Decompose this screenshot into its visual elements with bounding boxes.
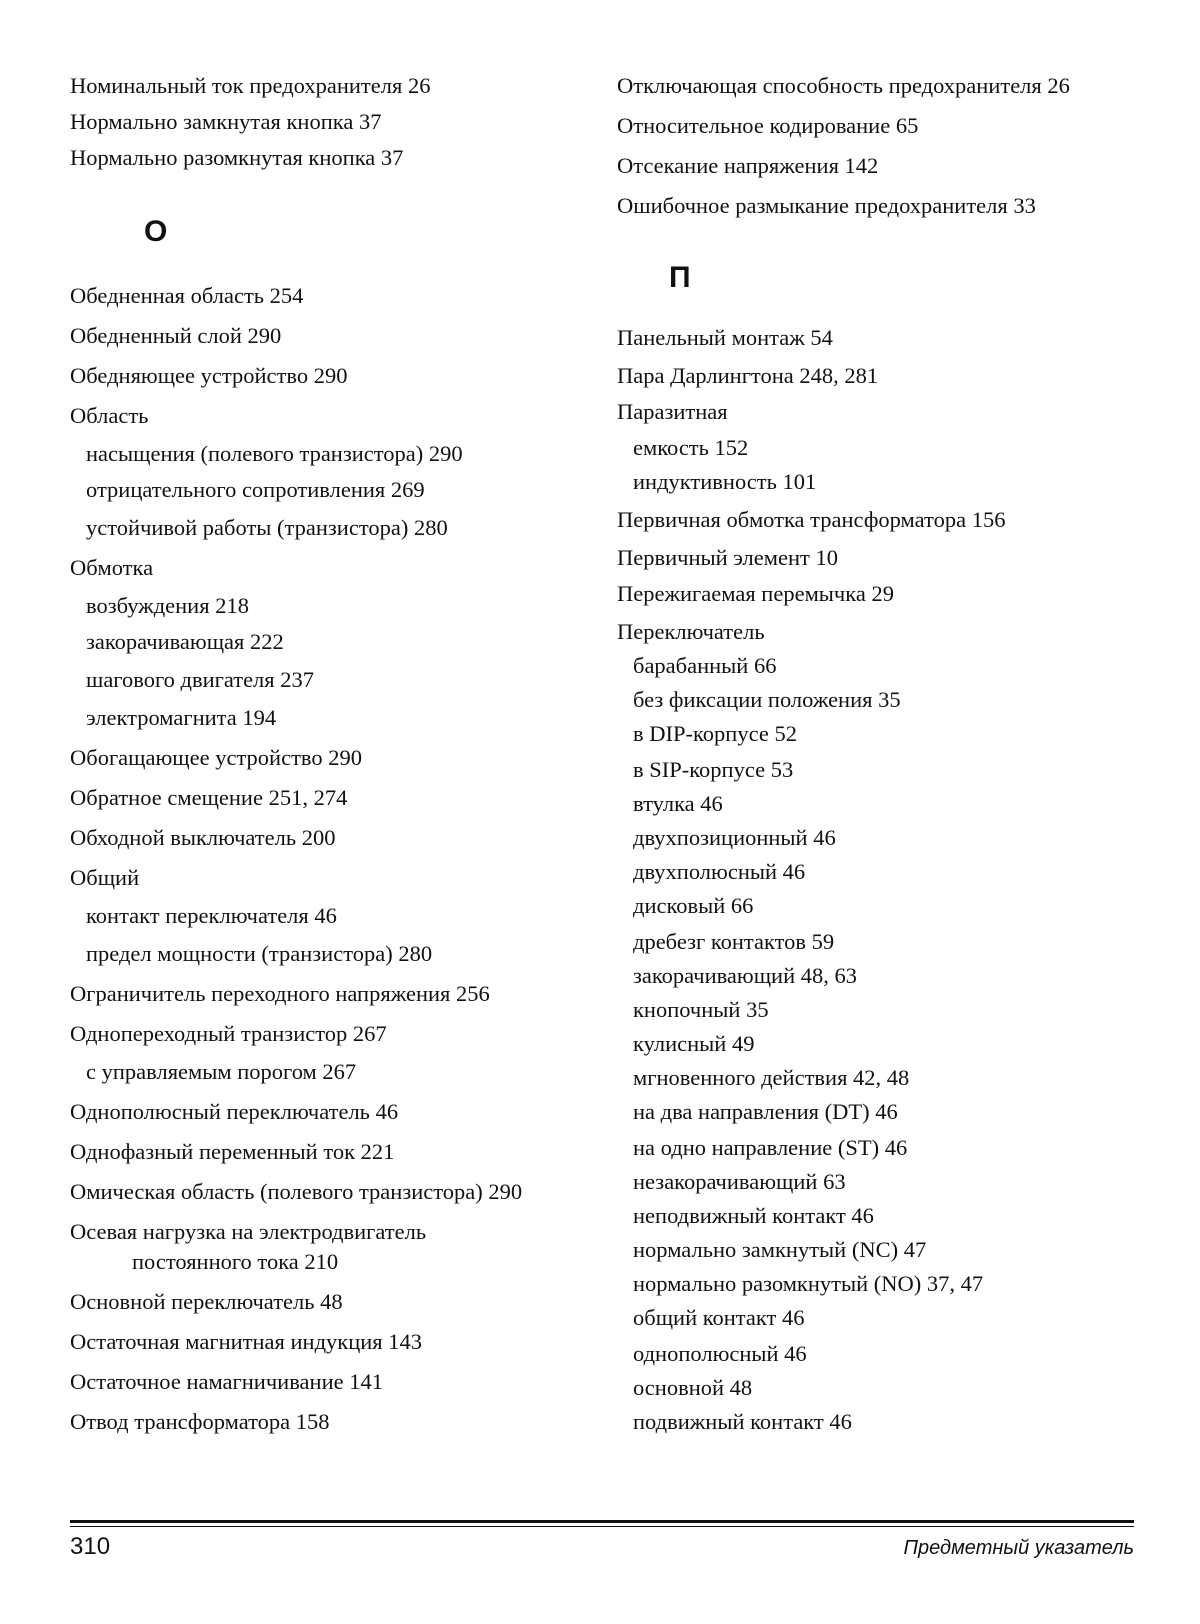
index-entry: Относительное кодирование 65 <box>617 112 918 140</box>
index-subentry: нормально разомкнутый (NO) 37, 47 <box>633 1270 983 1298</box>
index-entry: Обходной выключатель 200 <box>70 824 336 852</box>
index-entry: Обогащающее устройство 290 <box>70 744 362 772</box>
index-subentry: нормально замкнутый (NC) 47 <box>633 1236 926 1264</box>
index-entry: Пережигаемая перемычка 29 <box>617 580 894 608</box>
index-entry: Ошибочное размыкание предохранителя 33 <box>617 192 1036 220</box>
index-subentry: кнопочный 35 <box>633 996 769 1024</box>
index-subentry: однополюсный 46 <box>633 1340 807 1368</box>
index-entry: Однофазный переменный ток 221 <box>70 1138 394 1166</box>
page-number: 310 <box>70 1532 110 1562</box>
index-subentry: двухполюсный 46 <box>633 858 805 886</box>
section-letter: П <box>669 260 691 296</box>
index-subentry: предел мощности (транзистора) 280 <box>86 940 432 968</box>
index-entry: Отсекание напряжения 142 <box>617 152 878 180</box>
index-subentry: мгновенного действия 42, 48 <box>633 1064 909 1092</box>
index-entry: Остаточная магнитная индукция 143 <box>70 1328 422 1356</box>
index-entry: Отвод трансформатора 158 <box>70 1408 330 1436</box>
index-entry: Область <box>70 402 148 430</box>
index-subentry: без фиксации положения 35 <box>633 686 901 714</box>
index-subentry: общий контакт 46 <box>633 1304 805 1332</box>
index-entry: Номинальный ток предохранителя 26 <box>70 72 430 100</box>
index-subentry: на два направления (DT) 46 <box>633 1098 898 1126</box>
index-subentry: контакт переключателя 46 <box>86 902 337 930</box>
index-entry: Однопереходный транзистор 267 <box>70 1020 387 1048</box>
index-subentry: основной 48 <box>633 1374 752 1402</box>
index-subentry: в SIP-корпусе 53 <box>633 756 793 784</box>
index-subentry: дисковый 66 <box>633 892 753 920</box>
index-subentry: насыщения (полевого транзистора) 290 <box>86 440 463 468</box>
index-entry: Пара Дарлингтона 248, 281 <box>617 362 878 390</box>
index-subentry: отрицательного сопротивления 269 <box>86 476 425 504</box>
index-entry: Ограничитель переходного напряжения 256 <box>70 980 490 1008</box>
index-subentry: закорачивающий 48, 63 <box>633 962 857 990</box>
footer-rule <box>70 1520 1134 1523</box>
running-footer-title: Предметный указатель <box>904 1534 1134 1562</box>
index-entry: Нормально замкнутая кнопка 37 <box>70 108 381 136</box>
index-entry: Основной переключатель 48 <box>70 1288 343 1316</box>
index-subentry: подвижный контакт 46 <box>633 1408 852 1436</box>
index-subentry: втулка 46 <box>633 790 723 818</box>
index-subentry: неподвижный контакт 46 <box>633 1202 874 1230</box>
index-subentry: возбуждения 218 <box>86 592 249 620</box>
index-entry: Обедненная область 254 <box>70 282 303 310</box>
index-entry: Омическая область (полевого транзистора) 290 <box>70 1178 522 1206</box>
index-subentry: двухпозиционный 46 <box>633 824 836 852</box>
index-subentry: устойчивой работы (транзистора) 280 <box>86 514 448 542</box>
index-entry: Обедняющее устройство 290 <box>70 362 347 390</box>
index-entry: Обмотка <box>70 554 153 582</box>
section-letter: О <box>144 214 167 250</box>
index-subentry: барабанный 66 <box>633 652 776 680</box>
index-subentry: в DIP-корпусе 52 <box>633 720 797 748</box>
index-subentry: индуктивность 101 <box>633 468 816 496</box>
index-subentry: с управляемым порогом 267 <box>86 1058 356 1086</box>
index-subentry: электромагнита 194 <box>86 704 276 732</box>
index-subentry: незакорачивающий 63 <box>633 1168 846 1196</box>
index-entry: Остаточное намагничивание 141 <box>70 1368 383 1396</box>
index-entry: Переключатель <box>617 618 765 646</box>
index-subentry: дребезг контактов 59 <box>633 928 834 956</box>
index-entry: Паразитная <box>617 398 728 426</box>
index-subentry: шагового двигателя 237 <box>86 666 314 694</box>
index-entry: Панельный монтаж 54 <box>617 324 833 352</box>
index-entry-continuation: постоянного тока 210 <box>132 1248 338 1276</box>
index-entry: Обедненный слой 290 <box>70 322 281 350</box>
footer-rule-thin <box>70 1526 1134 1527</box>
index-entry: Первичная обмотка трансформатора 156 <box>617 506 1005 534</box>
index-entry: Первичный элемент 10 <box>617 544 838 572</box>
index-subentry: на одно направление (ST) 46 <box>633 1134 907 1162</box>
index-entry: Обратное смещение 251, 274 <box>70 784 347 812</box>
index-entry: Нормально разомкнутая кнопка 37 <box>70 144 403 172</box>
index-entry: Однополюсный переключатель 46 <box>70 1098 398 1126</box>
index-entry: Отключающая способность предохранителя 26 <box>617 72 1070 100</box>
index-entry: Осевая нагрузка на электродвигатель <box>70 1218 426 1246</box>
index-entry: Общий <box>70 864 139 892</box>
index-subentry: емкость 152 <box>633 434 748 462</box>
index-subentry: закорачивающая 222 <box>86 628 284 656</box>
index-subentry: кулисный 49 <box>633 1030 754 1058</box>
